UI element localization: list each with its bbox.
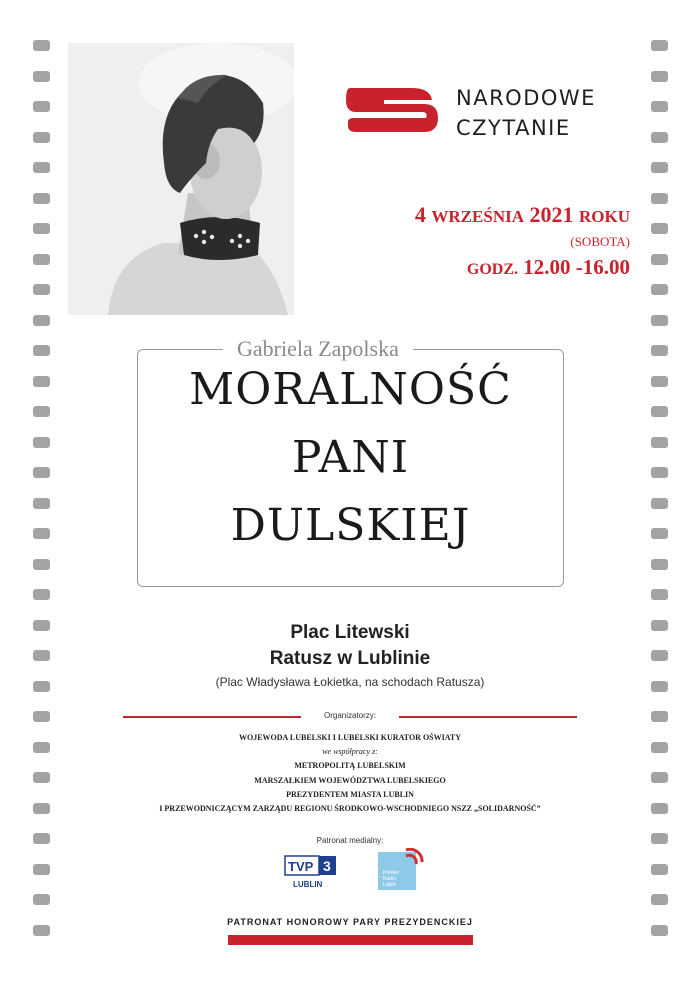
sprocket-hole bbox=[651, 162, 668, 173]
sprocket-hole bbox=[33, 315, 50, 326]
sprocket-hole bbox=[651, 315, 668, 326]
sprocket-hole bbox=[651, 254, 668, 265]
sprocket-hole bbox=[33, 40, 50, 51]
sprocket-hole bbox=[33, 437, 50, 448]
honorary-patronage-bar bbox=[228, 935, 473, 945]
sprocket-hole bbox=[33, 101, 50, 112]
date-year: 2021 bbox=[529, 202, 574, 227]
portrait-photo bbox=[68, 43, 294, 315]
sprocket-hole bbox=[33, 589, 50, 600]
venue-address: (Plac Władysława Łokietka, na schodach Ratusza) bbox=[215, 675, 485, 689]
book-icon bbox=[344, 86, 444, 134]
sprocket-hole bbox=[33, 132, 50, 143]
sprocket-hole bbox=[33, 894, 50, 905]
film-sprockets-right bbox=[651, 40, 669, 955]
organizer-line: METROPOLITĄ LUBELSKIM bbox=[294, 761, 406, 771]
sprocket-hole bbox=[651, 40, 668, 51]
media-patronage-label: Patronat medialny: bbox=[316, 836, 384, 845]
sprocket-hole bbox=[651, 864, 668, 875]
sprocket-hole bbox=[651, 71, 668, 82]
title-line-1: MORALNOŚĆ bbox=[189, 364, 512, 415]
organizer-line: I PRZEWODNICZĄCYM ZARZĄDU REGIONU ŚRODKOWO-WSCHODNIEGO NSZZ „SOLIDARNOŚĆ” bbox=[159, 804, 541, 814]
hours-value: 12.00 -16.00 bbox=[523, 255, 630, 279]
honorary-patronage: PATRONAT HONOROWY PARY PREZYDENCKIEJ bbox=[227, 917, 473, 927]
tvp-city: LUBLIN bbox=[293, 880, 323, 889]
sprocket-hole bbox=[651, 223, 668, 234]
sprocket-hole bbox=[33, 467, 50, 478]
tvp3-lublin-logo bbox=[281, 855, 339, 891]
sprocket-hole bbox=[33, 162, 50, 173]
sprocket-hole bbox=[651, 589, 668, 600]
sprocket-hole bbox=[33, 406, 50, 417]
sprocket-hole bbox=[33, 864, 50, 875]
venue-line-2: Ratusz w Lublinie bbox=[269, 648, 431, 669]
sprocket-hole bbox=[651, 132, 668, 143]
sprocket-hole bbox=[651, 467, 668, 478]
sprocket-hole bbox=[33, 498, 50, 509]
title-line-2: PANI bbox=[291, 432, 410, 483]
venue-line-1: Plac Litewski bbox=[290, 622, 410, 643]
book-author: Gabriela Zapolska bbox=[223, 336, 413, 362]
sprocket-hole bbox=[651, 193, 668, 204]
sprocket-hole bbox=[33, 223, 50, 234]
sprocket-hole bbox=[33, 193, 50, 204]
logo-wordmark bbox=[456, 83, 596, 143]
sprocket-hole bbox=[33, 376, 50, 387]
sprocket-hole bbox=[651, 376, 668, 387]
sprocket-hole bbox=[33, 254, 50, 265]
tvp-letters: TVP bbox=[288, 859, 314, 874]
sprocket-hole bbox=[33, 345, 50, 356]
sprocket-hole bbox=[651, 528, 668, 539]
radio-line-3: Lublin bbox=[383, 882, 397, 888]
title-line-3: DULSKIEJ bbox=[230, 500, 471, 551]
organizer-line: PREZYDENTEM MIASTA LUBLIN bbox=[286, 789, 414, 799]
polskie-radio-lublin-logo bbox=[376, 848, 426, 890]
sprocket-hole bbox=[651, 559, 668, 570]
sprocket-hole bbox=[651, 406, 668, 417]
sprocket-hole bbox=[33, 528, 50, 539]
organizers-label: Organizatorzy: bbox=[323, 711, 377, 720]
event-weekday: (SOBOTA) bbox=[570, 234, 630, 249]
sprocket-hole bbox=[651, 345, 668, 356]
event-date bbox=[415, 202, 630, 228]
book-title-frame bbox=[137, 349, 564, 587]
date-number: 4 bbox=[414, 202, 426, 227]
sprocket-hole bbox=[651, 894, 668, 905]
event-date-block bbox=[415, 202, 630, 280]
sprocket-hole bbox=[651, 437, 668, 448]
organizers-list bbox=[0, 731, 700, 816]
organizer-line: MARSZAŁKIEM WOJEWÓDZTWA LUBELSKIEGO bbox=[254, 775, 446, 785]
sprocket-hole bbox=[33, 559, 50, 570]
sprocket-hole bbox=[651, 284, 668, 295]
sprocket-hole bbox=[33, 284, 50, 295]
organizer-line: we współpracy z: bbox=[322, 747, 378, 757]
radio-line-1: Polskie bbox=[383, 870, 400, 876]
event-hours bbox=[415, 255, 630, 280]
radio-line-2: Radio bbox=[383, 876, 397, 882]
tvp-number: 3 bbox=[323, 858, 331, 874]
date-suffix: ROKU bbox=[579, 207, 630, 226]
logo-line-2: CZYTANIE bbox=[456, 116, 571, 140]
film-sprockets-left bbox=[33, 40, 51, 955]
hours-prefix: GODZ. bbox=[466, 261, 518, 278]
sprocket-hole bbox=[33, 71, 50, 82]
sprocket-hole bbox=[651, 101, 668, 112]
date-month: WRZEŚNIA bbox=[431, 207, 524, 226]
logo-line-1: NARODOWE bbox=[456, 86, 596, 110]
sprocket-hole bbox=[651, 498, 668, 509]
organizer-line: WOJEWODA LUBELSKI I LUBELSKI KURATOR OŚWIATY bbox=[238, 733, 462, 742]
